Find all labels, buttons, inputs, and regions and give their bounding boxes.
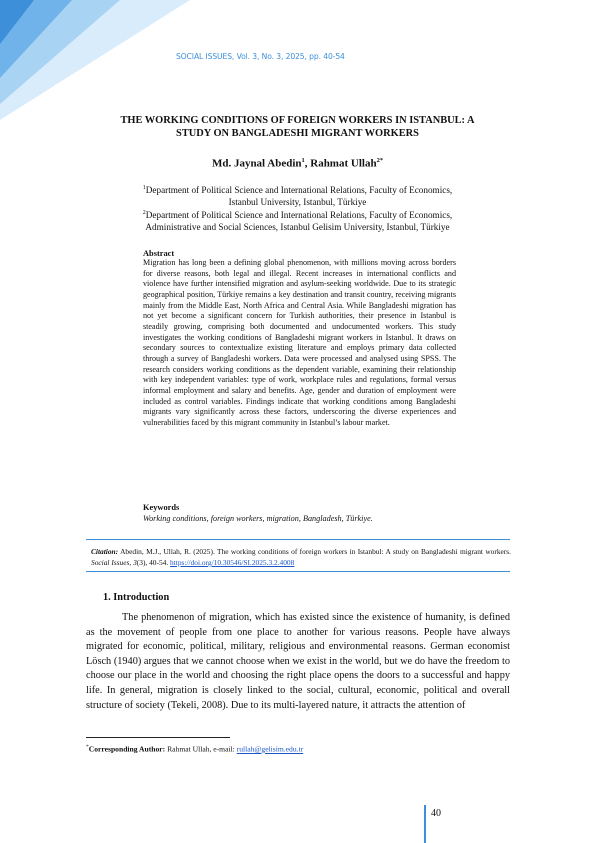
introduction-paragraph: The phenomenon of migration, which has existed since the existence of humanity, is defined as the movement of people from one place to another for various reasons. People have always migrated for economic, political, military, religious and environmental reasons. German economist Lösch (1940) argues that we cannot choose when we exist in the world, but we do have the freedom to choose our place in the world and choosing the right place opens the doors to a successful and happy life. In general, migration is closely linked to the social, cultural, economic, political and overall structure of society (Tekeli, 2008). Due to its multi-layered nature, it attracts the attention of — [86, 612, 510, 711]
page-number-bar — [424, 805, 426, 843]
abstract-heading: Abstract — [143, 249, 175, 258]
title-line-2: STUDY ON BANGLADESHI MIGRANT WORKERS — [176, 128, 419, 139]
affiliation-2-mark: 2 — [142, 210, 146, 216]
keywords-text: Working conditions, foreign workers, migration, Bangladesh, Türkiye. — [143, 514, 373, 523]
citation-label: Citation: — [91, 547, 119, 556]
affiliation-1-line-2: Istanbul University, Istanbul, Türkiye — [228, 197, 367, 208]
page-number: 40 — [431, 808, 441, 819]
citation-journal: Social Issues, 3 — [91, 558, 137, 567]
affiliation-1-mark: 1 — [142, 185, 146, 191]
author-1-affil-mark: 1 — [301, 157, 305, 164]
footnote-text: Rahmat Ullah, e-mail: — [165, 744, 237, 754]
author-2-affil-mark: 2* — [376, 157, 384, 164]
paper-title — [80, 114, 515, 140]
citation-top-rule — [86, 539, 510, 540]
footnote-email-link[interactable]: rullah@gelisim.edu.tr — [236, 744, 304, 754]
affiliation-2-line-1: Department of Political Science and International Relations, Faculty of Economics, — [145, 210, 453, 221]
journal-header: SOCIAL ISSUES, Vol. 3, No. 3, 2025, pp. 40-54 — [176, 52, 345, 61]
keywords-heading: Keywords — [143, 503, 180, 512]
author-list — [0, 157, 595, 170]
affiliation-2-line-2: Administrative and Social Sciences, Istanbul Gelisim University, Istanbul, Türkiye — [145, 222, 450, 233]
footnote-label: Corresponding Author: — [88, 744, 166, 754]
citation-issue: (3), 40-54. — [136, 558, 171, 567]
abstract-text: Migration has long been a defining global phenomenon, with millions moving across borders for diverse reasons, both legal and illegal. Recent increases in international conflicts and violence have further intensified migration and asylum-seeking worldwide. Due to its strategic geographical position, Türkiye remains a key destination and transit country, receiving migrants mainly from the Middle East, North Africa and Central Asia. While Bangladeshi migration has not yet become a significant concern for Turkish authorities, their presence in Istanbul is steadily growing, comprising both documented and undocumented workers. This study investigates the working conditions of Bangladeshi migrant workers in Istanbul. It draws on secondary sources to contextualize existing literature and employs primary data collected through a survey of Bangladeshi workers. Data were processed and analysed using SPSS. The research considers working conditions as the dependent variable, examining their relationship with key independent variables: type of work, workplace rules and regulations, formal versus informal employment and salary and benefits. Age, gender and duration of employment were included as control variables. Findings indicate that working conditions among Bangladeshi migrants vary significantly across these factors, underscoring the diverse experiences and vulnerabilities faced by this migrant community in Istanbul’s labour market. — [143, 258, 456, 427]
footnote-mark: * — [86, 744, 89, 750]
author-2: Rahmat Ullah — [310, 157, 377, 170]
citation-bottom-rule — [86, 571, 510, 572]
citation-box — [91, 546, 511, 568]
citation-text: Abedin, M.J., Ullah, R. (2025). The working conditions of foreign workers in Istanbul: A study on Bangladeshi migrant workers. — [118, 547, 511, 556]
author-separator: , — [304, 157, 311, 170]
corner-decoration — [0, 0, 190, 120]
author-1: Md. Jaynal Abedin — [211, 157, 302, 170]
footnote — [86, 744, 303, 754]
affiliation-1-line-1: Department of Political Science and International Relations, Faculty of Economics, — [145, 185, 453, 196]
footnote-rule — [86, 737, 230, 738]
title-line-1: THE WORKING CONDITIONS OF FOREIGN WORKERS IN ISTANBUL: A — [120, 115, 475, 126]
citation-doi-link[interactable]: https://doi.org/10.30546/SI.2025.3.2.4008 — [170, 558, 295, 567]
introduction-heading: 1. Introduction — [103, 592, 170, 603]
affiliation-1 — [100, 182, 495, 208]
affiliation-2 — [100, 207, 495, 233]
